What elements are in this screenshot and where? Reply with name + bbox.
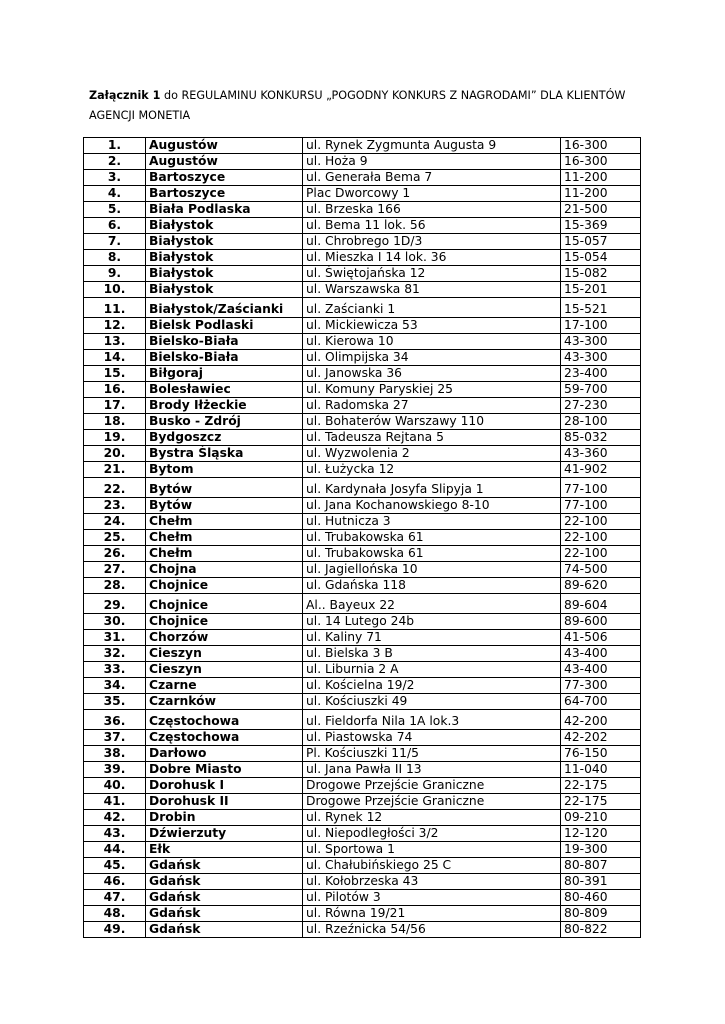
address-cell: ul. Rzeźnicka 54/56	[303, 922, 561, 938]
address-cell: ul. Hoża 9	[303, 154, 561, 170]
row-number: 26.	[84, 546, 146, 562]
row-number: 3.	[84, 170, 146, 186]
city-cell: Bydgoszcz	[146, 430, 303, 446]
postal-code-cell: 43-400	[561, 646, 641, 662]
row-number: 15.	[84, 366, 146, 382]
postal-code-cell: 43-300	[561, 350, 641, 366]
city-cell: Częstochowa	[146, 710, 303, 730]
address-cell: ul. Mieszka I 14 lok. 36	[303, 250, 561, 266]
address-cell: ul. Generała Bema 7	[303, 170, 561, 186]
table-row	[84, 282, 641, 298]
table-row	[84, 530, 641, 546]
address-cell: ul. Kołobrzeska 43	[303, 874, 561, 890]
address-cell: Pl. Kościuszki 11/5	[303, 746, 561, 762]
postal-code-cell: 11-200	[561, 186, 641, 202]
address-cell: ul. Liburnia 2 A	[303, 662, 561, 678]
address-cell: ul. Janowska 36	[303, 366, 561, 382]
table-row	[84, 446, 641, 462]
city-cell: Bielsk Podlaski	[146, 318, 303, 334]
city-cell: Darłowo	[146, 746, 303, 762]
postal-code-cell: 16-300	[561, 154, 641, 170]
table-row	[84, 250, 641, 266]
city-cell: Czarne	[146, 678, 303, 694]
row-number: 11.	[84, 298, 146, 318]
postal-code-cell: 22-100	[561, 514, 641, 530]
address-cell: ul. Trubakowska 61	[303, 546, 561, 562]
row-number: 12.	[84, 318, 146, 334]
address-cell: ul. Bema 11 lok. 56	[303, 218, 561, 234]
postal-code-cell: 15-057	[561, 234, 641, 250]
address-cell: ul. Kościuszki 49	[303, 694, 561, 710]
city-cell: Ełk	[146, 842, 303, 858]
postal-code-cell: 15-201	[561, 282, 641, 298]
row-number: 41.	[84, 794, 146, 810]
address-cell: ul. 14 Lutego 24b	[303, 614, 561, 630]
row-number: 2.	[84, 154, 146, 170]
postal-code-cell: 80-822	[561, 922, 641, 938]
row-number: 35.	[84, 694, 146, 710]
postal-code-cell: 89-604	[561, 594, 641, 614]
city-cell: Bolesławiec	[146, 382, 303, 398]
address-cell: ul. Kościelna 19/2	[303, 678, 561, 694]
row-number: 13.	[84, 334, 146, 350]
row-number: 47.	[84, 890, 146, 906]
table-row	[84, 858, 641, 874]
address-cell: ul. Kardynała Josyfa Slipyja 1	[303, 478, 561, 498]
postal-code-cell: 77-100	[561, 478, 641, 498]
row-number: 37.	[84, 730, 146, 746]
table-row	[84, 746, 641, 762]
city-cell: Augustów	[146, 154, 303, 170]
city-cell: Białystok	[146, 218, 303, 234]
table-row	[84, 186, 641, 202]
address-cell: Al.. Bayeux 22	[303, 594, 561, 614]
postal-code-cell: 22-100	[561, 530, 641, 546]
postal-code-cell: 22-175	[561, 778, 641, 794]
row-number: 22.	[84, 478, 146, 498]
table-row	[84, 546, 641, 562]
address-cell: ul. Łużycka 12	[303, 462, 561, 478]
row-number: 6.	[84, 218, 146, 234]
table-row	[84, 646, 641, 662]
postal-code-cell: 42-202	[561, 730, 641, 746]
address-cell: ul. Tadeusza Rejtana 5	[303, 430, 561, 446]
city-cell: Dźwierzuty	[146, 826, 303, 842]
row-number: 23.	[84, 498, 146, 514]
table-row	[84, 594, 641, 614]
row-number: 20.	[84, 446, 146, 462]
row-number: 18.	[84, 414, 146, 430]
postal-code-cell: 19-300	[561, 842, 641, 858]
city-cell: Białystok	[146, 282, 303, 298]
postal-code-cell: 17-100	[561, 318, 641, 334]
table-row	[84, 350, 641, 366]
postal-code-cell: 43-400	[561, 662, 641, 678]
row-number: 34.	[84, 678, 146, 694]
table-row	[84, 630, 641, 646]
table-row	[84, 398, 641, 414]
document-heading	[89, 86, 649, 126]
postal-code-cell: 59-700	[561, 382, 641, 398]
city-cell: Busko - Zdrój	[146, 414, 303, 430]
city-cell: Białystok	[146, 266, 303, 282]
city-cell: Bytów	[146, 478, 303, 498]
row-number: 8.	[84, 250, 146, 266]
city-cell: Gdańsk	[146, 858, 303, 874]
row-number: 21.	[84, 462, 146, 478]
address-cell: ul. Warszawska 81	[303, 282, 561, 298]
row-number: 4.	[84, 186, 146, 202]
city-cell: Dorohusk II	[146, 794, 303, 810]
address-cell: ul. Równa 19/21	[303, 906, 561, 922]
postal-code-cell: 89-600	[561, 614, 641, 630]
address-cell: ul. Hutnicza 3	[303, 514, 561, 530]
address-cell: ul. Świętojańska 12	[303, 266, 561, 282]
city-cell: Częstochowa	[146, 730, 303, 746]
row-number: 25.	[84, 530, 146, 546]
row-number: 28.	[84, 578, 146, 594]
postal-code-cell: 85-032	[561, 430, 641, 446]
postal-code-cell: 42-200	[561, 710, 641, 730]
table-row	[84, 334, 641, 350]
address-cell: ul. Brzeska 166	[303, 202, 561, 218]
postal-code-cell: 27-230	[561, 398, 641, 414]
row-number: 46.	[84, 874, 146, 890]
row-number: 24.	[84, 514, 146, 530]
table-row	[84, 810, 641, 826]
table-row	[84, 778, 641, 794]
table-row	[84, 578, 641, 594]
heading-text: do REGULAMINU KONKURSU „POGODNY KONKURS Z NAGRODAMI” DLA KLIENTÓW AGENCJI MONETIA	[89, 89, 626, 122]
postal-code-cell: 22-100	[561, 546, 641, 562]
city-cell: Bartoszyce	[146, 170, 303, 186]
table-row	[84, 138, 641, 154]
city-cell: Drobin	[146, 810, 303, 826]
table-row	[84, 662, 641, 678]
address-cell: ul. Piastowska 74	[303, 730, 561, 746]
address-cell: ul. Wyzwolenia 2	[303, 446, 561, 462]
postal-code-cell: 23-400	[561, 366, 641, 382]
city-cell: Chojna	[146, 562, 303, 578]
city-cell: Bielsko-Biała	[146, 350, 303, 366]
row-number: 10.	[84, 282, 146, 298]
table-row	[84, 318, 641, 334]
city-cell: Czarnków	[146, 694, 303, 710]
city-cell: Bystra Śląska	[146, 446, 303, 462]
address-cell: Plac Dworcowy 1	[303, 186, 561, 202]
address-cell: ul. Chałubińskiego 25 C	[303, 858, 561, 874]
row-number: 7.	[84, 234, 146, 250]
city-cell: Chojnice	[146, 594, 303, 614]
city-cell: Chojnice	[146, 578, 303, 594]
address-cell: ul. Jana Kochanowskiego 8-10	[303, 498, 561, 514]
table-row	[84, 890, 641, 906]
table-row	[84, 266, 641, 282]
postal-code-cell: 76-150	[561, 746, 641, 762]
postal-code-cell: 41-506	[561, 630, 641, 646]
locations-table	[83, 137, 641, 938]
address-cell: ul. Sportowa 1	[303, 842, 561, 858]
postal-code-cell: 15-082	[561, 266, 641, 282]
table-row	[84, 298, 641, 318]
table-row	[84, 762, 641, 778]
table-row	[84, 906, 641, 922]
postal-code-cell: 11-200	[561, 170, 641, 186]
address-cell: ul. Niepodległości 3/2	[303, 826, 561, 842]
postal-code-cell: 80-391	[561, 874, 641, 890]
postal-code-cell: 21-500	[561, 202, 641, 218]
postal-code-cell: 16-300	[561, 138, 641, 154]
row-number: 9.	[84, 266, 146, 282]
postal-code-cell: 15-369	[561, 218, 641, 234]
address-cell: ul. Jagiellońska 10	[303, 562, 561, 578]
postal-code-cell: 64-700	[561, 694, 641, 710]
city-cell: Cieszyn	[146, 662, 303, 678]
city-cell: Gdańsk	[146, 906, 303, 922]
postal-code-cell: 41-902	[561, 462, 641, 478]
address-cell: ul. Olimpijska 34	[303, 350, 561, 366]
table-row	[84, 694, 641, 710]
postal-code-cell: 28-100	[561, 414, 641, 430]
address-cell: ul. Bielska 3 B	[303, 646, 561, 662]
postal-code-cell: 12-120	[561, 826, 641, 842]
row-number: 27.	[84, 562, 146, 578]
address-cell: ul. Mickiewicza 53	[303, 318, 561, 334]
table-row	[84, 462, 641, 478]
locations-table-body	[84, 138, 641, 938]
city-cell: Chełm	[146, 530, 303, 546]
address-cell: ul. Fieldorfa Nila 1A lok.3	[303, 710, 561, 730]
row-number: 32.	[84, 646, 146, 662]
postal-code-cell: 15-054	[561, 250, 641, 266]
row-number: 14.	[84, 350, 146, 366]
city-cell: Brody Iłżeckie	[146, 398, 303, 414]
city-cell: Bartoszyce	[146, 186, 303, 202]
row-number: 42.	[84, 810, 146, 826]
city-cell: Gdańsk	[146, 922, 303, 938]
row-number: 43.	[84, 826, 146, 842]
city-cell: Chełm	[146, 546, 303, 562]
row-number: 17.	[84, 398, 146, 414]
city-cell: Biała Podlaska	[146, 202, 303, 218]
row-number: 5.	[84, 202, 146, 218]
row-number: 44.	[84, 842, 146, 858]
address-cell: ul. Trubakowska 61	[303, 530, 561, 546]
postal-code-cell: 09-210	[561, 810, 641, 826]
postal-code-cell: 80-807	[561, 858, 641, 874]
table-row	[84, 842, 641, 858]
city-cell: Dorohusk I	[146, 778, 303, 794]
row-number: 31.	[84, 630, 146, 646]
table-row	[84, 202, 641, 218]
address-cell: ul. Chrobrego 1D/3	[303, 234, 561, 250]
city-cell: Augustów	[146, 138, 303, 154]
postal-code-cell: 22-175	[561, 794, 641, 810]
table-row	[84, 826, 641, 842]
table-row	[84, 614, 641, 630]
table-row	[84, 170, 641, 186]
address-cell: ul. Pilotów 3	[303, 890, 561, 906]
city-cell: Bielsko-Biała	[146, 334, 303, 350]
postal-code-cell: 77-300	[561, 678, 641, 694]
table-row	[84, 154, 641, 170]
row-number: 29.	[84, 594, 146, 614]
row-number: 19.	[84, 430, 146, 446]
table-row	[84, 874, 641, 890]
table-row	[84, 414, 641, 430]
row-number: 39.	[84, 762, 146, 778]
address-cell: ul. Rynek Zygmunta Augusta 9	[303, 138, 561, 154]
table-row	[84, 678, 641, 694]
city-cell: Bytom	[146, 462, 303, 478]
address-cell: ul. Bohaterów Warszawy 110	[303, 414, 561, 430]
city-cell: Białystok/Zaścianki	[146, 298, 303, 318]
address-cell: Drogowe Przejście Graniczne	[303, 794, 561, 810]
table-row	[84, 366, 641, 382]
row-number: 45.	[84, 858, 146, 874]
postal-code-cell: 80-460	[561, 890, 641, 906]
city-cell: Gdańsk	[146, 874, 303, 890]
row-number: 36.	[84, 710, 146, 730]
postal-code-cell: 89-620	[561, 578, 641, 594]
postal-code-cell: 74-500	[561, 562, 641, 578]
address-cell: ul. Zaścianki 1	[303, 298, 561, 318]
row-number: 1.	[84, 138, 146, 154]
city-cell: Chorzów	[146, 630, 303, 646]
city-cell: Biłgoraj	[146, 366, 303, 382]
city-cell: Dobre Miasto	[146, 762, 303, 778]
city-cell: Białystok	[146, 234, 303, 250]
row-number: 40.	[84, 778, 146, 794]
city-cell: Chojnice	[146, 614, 303, 630]
attachment-label: Załącznik 1	[89, 89, 161, 102]
city-cell: Bytów	[146, 498, 303, 514]
table-row	[84, 498, 641, 514]
postal-code-cell: 15-521	[561, 298, 641, 318]
postal-code-cell: 80-809	[561, 906, 641, 922]
postal-code-cell: 11-040	[561, 762, 641, 778]
row-number: 38.	[84, 746, 146, 762]
row-number: 48.	[84, 906, 146, 922]
city-cell: Białystok	[146, 250, 303, 266]
table-row	[84, 562, 641, 578]
table-row	[84, 430, 641, 446]
address-cell: ul. Rynek 12	[303, 810, 561, 826]
row-number: 33.	[84, 662, 146, 678]
address-cell: Drogowe Przejście Graniczne	[303, 778, 561, 794]
table-row	[84, 730, 641, 746]
address-cell: ul. Jana Pawła II 13	[303, 762, 561, 778]
table-row	[84, 478, 641, 498]
table-row	[84, 794, 641, 810]
row-number: 30.	[84, 614, 146, 630]
table-row	[84, 922, 641, 938]
address-cell: ul. Radomska 27	[303, 398, 561, 414]
table-row	[84, 382, 641, 398]
city-cell: Cieszyn	[146, 646, 303, 662]
address-cell: ul. Komuny Paryskiej 25	[303, 382, 561, 398]
table-row	[84, 218, 641, 234]
postal-code-cell: 43-300	[561, 334, 641, 350]
address-cell: ul. Kaliny 71	[303, 630, 561, 646]
row-number: 16.	[84, 382, 146, 398]
table-row	[84, 514, 641, 530]
row-number: 49.	[84, 922, 146, 938]
postal-code-cell: 77-100	[561, 498, 641, 514]
city-cell: Chełm	[146, 514, 303, 530]
postal-code-cell: 43-360	[561, 446, 641, 462]
table-row	[84, 710, 641, 730]
city-cell: Gdańsk	[146, 890, 303, 906]
table-row	[84, 234, 641, 250]
address-cell: ul. Gdańska 118	[303, 578, 561, 594]
address-cell: ul. Kierowa 10	[303, 334, 561, 350]
